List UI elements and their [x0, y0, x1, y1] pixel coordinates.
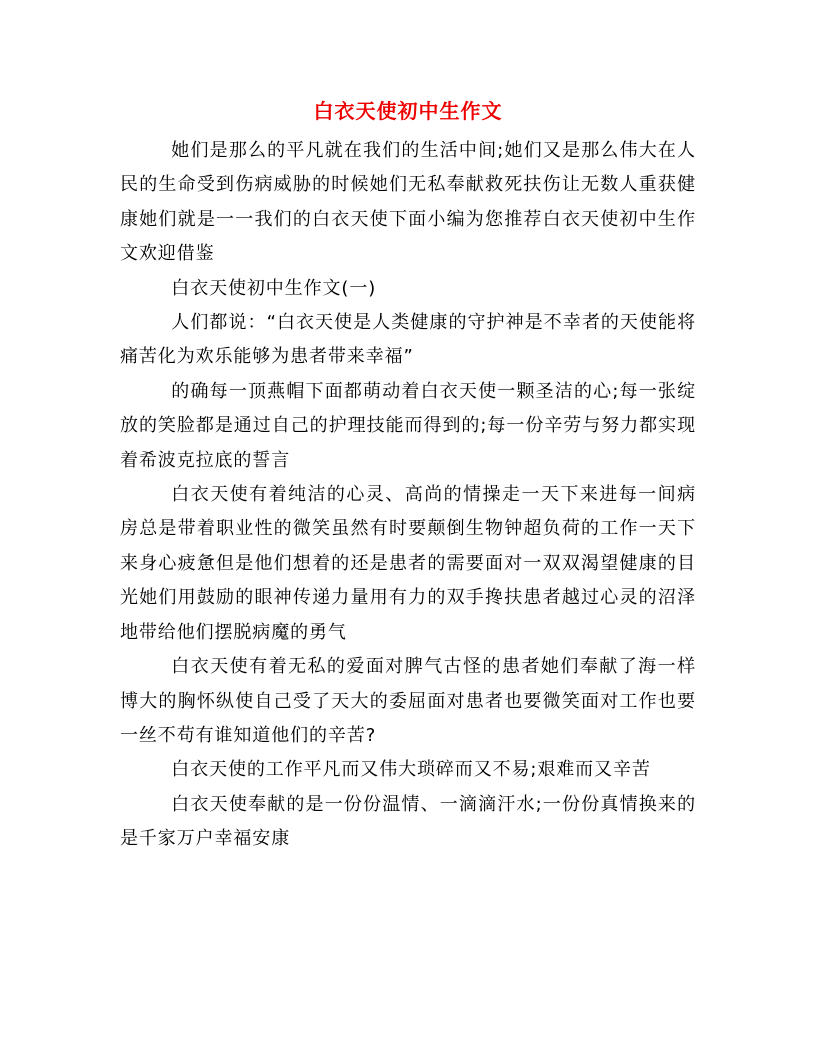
- document-body: [120, 134, 696, 857]
- paragraph: 白衣天使有着纯洁的心灵、高尚的情操走一天下来进每一间病房总是带着职业性的微笑虽然有时要颠倒生物钟超负荷的工作一天下来身心疲惫但是他们想着的还是患者的需要面对一双双渴望健康的目光她们用鼓励的眼神传递力量用有力的双手搀扶患者越过心灵的沼泽地带给他们摆脱病魔的勇气: [120, 484, 696, 643]
- document-title: 白衣天使初中生作文: [313, 99, 503, 123]
- paragraph: 的确每一顶燕帽下面都萌动着白衣天使一颗圣洁的心;每一张绽放的笑脸都是通过自己的护理技能而得到的;每一份辛劳与努力都实现着希波克拉底的誓言: [120, 380, 696, 471]
- paragraph: 白衣天使有着无私的爱面对脾气古怪的患者她们奉献了海一样博大的胸怀纵使自己受了天大的委屈面对患者也要微笑面对工作也要一丝不苟有谁知道他们的辛苦?: [120, 656, 696, 746]
- paragraph-section-heading: 白衣天使初中生作文(一): [171, 277, 377, 299]
- paragraph-quote: 人们都说：“白衣天使是人类健康的守护神是不幸者的天使能将痛苦化为欢乐能够为患者带来幸福”: [120, 312, 696, 368]
- paragraph: 白衣天使奉献的是一份份温情、一滴滴汗水;一份份真情换来的是千家万户幸福安康: [120, 793, 696, 850]
- paragraph-intro: 她们是那么的平凡就在我们的生活中间;她们又是那么伟大在人民的生命受到伤病威胁的时候她们无私奉献救死扶伤让无数人重获健康她们就是一一我们的白衣天使下面小编为您推荐白衣天使初中生作文欢迎借鉴: [120, 140, 696, 265]
- paragraph: 白衣天使的工作平凡而又伟大琐碎而又不易;艰难而又辛苦: [171, 759, 651, 781]
